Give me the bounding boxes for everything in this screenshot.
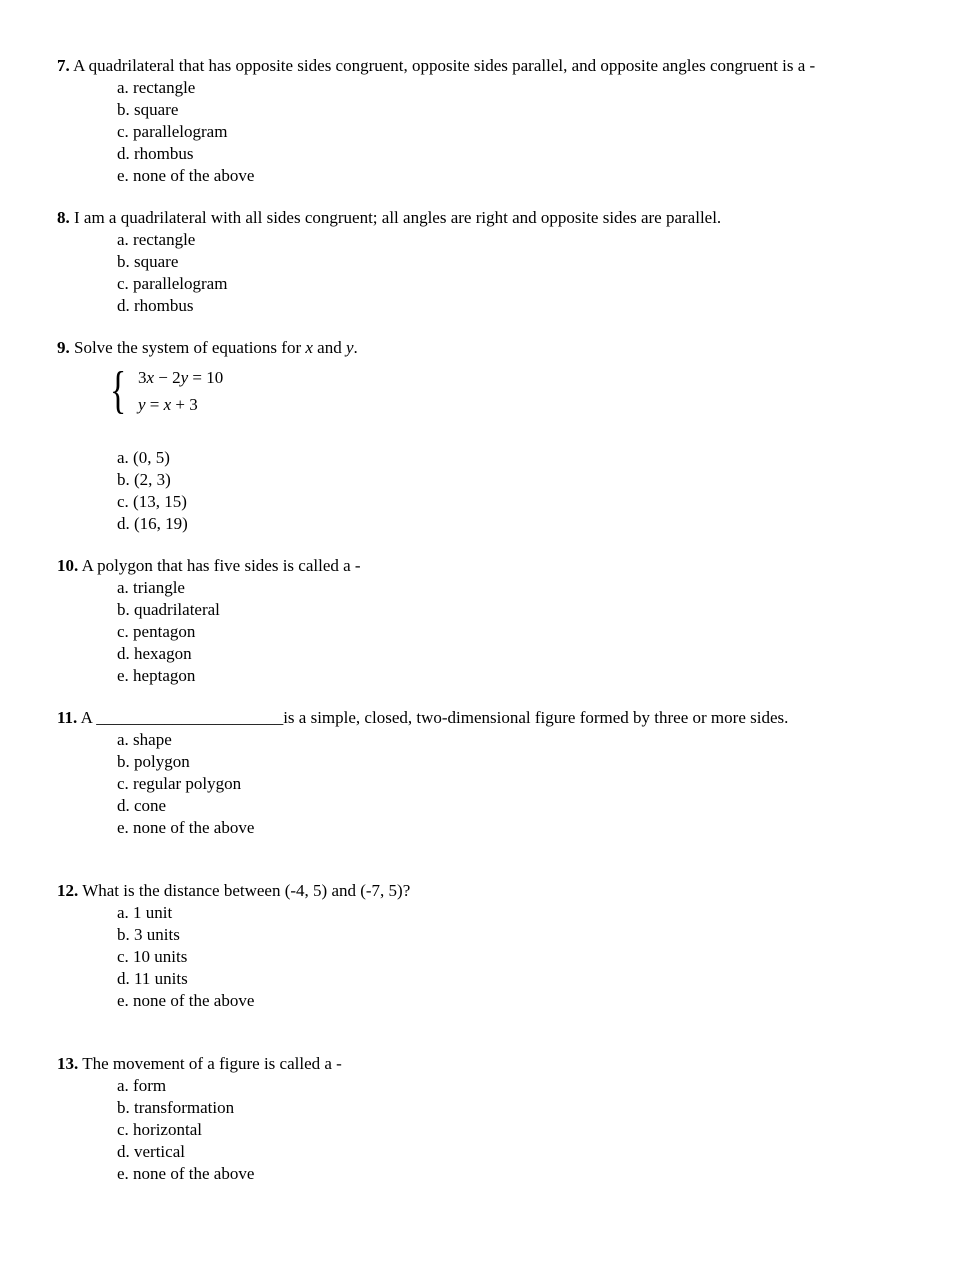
option: a. triangle xyxy=(117,578,185,597)
equation-line-2: y = x + 3 xyxy=(137,395,198,414)
question-9-text xyxy=(57,337,959,359)
question-13-options xyxy=(57,1075,959,1185)
option: d. rhombus xyxy=(117,144,194,163)
question-number: 9. xyxy=(57,338,70,357)
variable-y: y xyxy=(345,338,354,357)
option: a. shape xyxy=(117,730,172,749)
option: c. regular polygon xyxy=(117,774,242,793)
option: d. hexagon xyxy=(117,644,192,663)
question-8-options xyxy=(57,229,959,317)
option: a. rectangle xyxy=(117,78,196,97)
question-number: 8. xyxy=(57,208,70,227)
question-13 xyxy=(57,1053,959,1185)
equation-line-1: 3x − 2y = 10 xyxy=(137,368,224,387)
variable-x: x xyxy=(163,395,172,414)
question-number: 13. xyxy=(57,1054,79,1073)
variable-x: x xyxy=(146,368,155,387)
option: b. quadrilateral xyxy=(117,600,220,619)
option: a. rectangle xyxy=(117,230,196,249)
question-12-text xyxy=(57,880,959,902)
question-text: I am a quadrilateral with all sides congruent; all angles are right and opposite sides are parallel. xyxy=(74,208,722,227)
option: b. square xyxy=(117,252,179,271)
option: e. none of the above xyxy=(117,818,255,837)
question-13-text xyxy=(57,1053,959,1075)
question-11 xyxy=(57,707,959,839)
option: c. 10 units xyxy=(117,947,188,966)
option: e. none of the above xyxy=(117,166,255,185)
question-8-text xyxy=(57,207,959,229)
option: c. (13, 15) xyxy=(117,492,187,511)
question-number: 10. xyxy=(57,556,79,575)
variable-y: y xyxy=(180,368,189,387)
variable-y: y xyxy=(137,395,146,414)
option: b. (2, 3) xyxy=(117,470,171,489)
question-text: A quadrilateral that has opposite sides congruent, opposite sides parallel, and opposite angles congruent is a - xyxy=(73,56,816,75)
option: d. vertical xyxy=(117,1142,185,1161)
option: a. form xyxy=(117,1076,167,1095)
option: b. square xyxy=(117,100,179,119)
option: b. polygon xyxy=(117,752,190,771)
question-number: 12. xyxy=(57,881,79,900)
option: d. cone xyxy=(117,796,167,815)
option: c. parallelogram xyxy=(117,122,228,141)
question-text: A ______________________is a simple, closed, two-dimensional figure formed by three or more sides. xyxy=(80,708,789,727)
question-11-text xyxy=(57,707,959,729)
question-number: 11. xyxy=(57,708,78,727)
question-12-options xyxy=(57,902,959,1012)
option: c. pentagon xyxy=(117,622,196,641)
option: e. none of the above xyxy=(117,991,255,1010)
question-text: Solve the system of equations for xyxy=(74,338,306,357)
option: e. heptagon xyxy=(117,666,196,685)
question-10-options xyxy=(57,577,959,687)
question-text: . xyxy=(353,338,358,357)
question-9-options xyxy=(57,447,959,535)
option: b. 3 units xyxy=(117,925,180,944)
option: a. 1 unit xyxy=(117,903,173,922)
option: d. rhombus xyxy=(117,296,194,315)
question-9 xyxy=(57,337,959,535)
system-of-equations xyxy=(110,363,959,419)
question-7 xyxy=(57,55,959,187)
question-text: and xyxy=(312,338,346,357)
question-10-text xyxy=(57,555,959,577)
question-number: 7. xyxy=(57,56,70,75)
option: a. (0, 5) xyxy=(117,448,170,467)
left-brace: { xyxy=(110,362,127,419)
option: c. horizontal xyxy=(117,1120,202,1139)
variable-x: x xyxy=(305,338,313,357)
question-10 xyxy=(57,555,959,687)
question-7-text xyxy=(57,55,959,77)
option: d. 11 units xyxy=(117,969,188,988)
question-7-options xyxy=(57,77,959,187)
option: c. parallelogram xyxy=(117,274,228,293)
question-text: The movement of a figure is called a - xyxy=(82,1054,342,1073)
option: d. (16, 19) xyxy=(117,514,188,533)
option: b. transformation xyxy=(117,1098,235,1117)
equation-lines xyxy=(138,364,223,418)
question-11-options xyxy=(57,729,959,839)
question-8 xyxy=(57,207,959,317)
option: e. none of the above xyxy=(117,1164,255,1183)
question-12 xyxy=(57,880,959,1012)
question-text: A polygon that has five sides is called a - xyxy=(81,556,361,575)
question-text: What is the distance between (-4, 5) and (-7, 5)? xyxy=(82,881,411,900)
